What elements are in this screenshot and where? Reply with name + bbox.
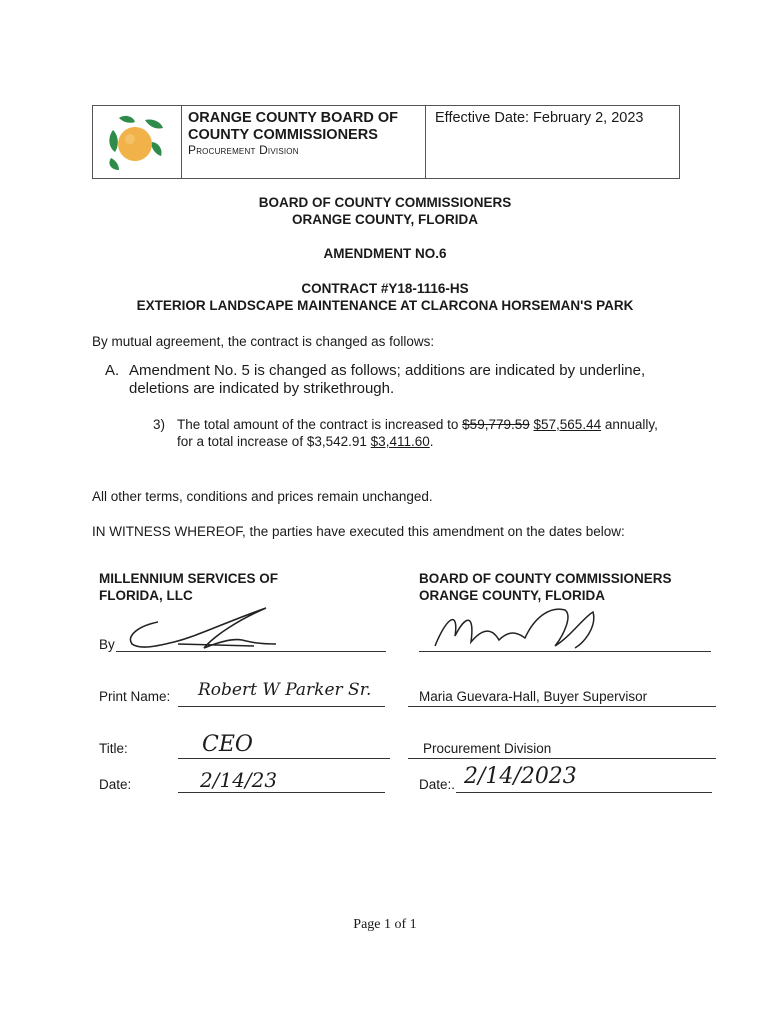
left-signature [118,600,288,660]
right-print-name-line [408,706,716,707]
org-cell [181,106,426,178]
item-3-line2-text: for a total increase of [177,434,304,449]
item-a-line2: deletions are indicated by strikethrough. [129,380,395,397]
intro-text: By mutual agreement, the contract is changed as follows: [92,334,435,349]
left-title-line [178,758,390,759]
right-title-line [408,758,716,759]
old-annual-amount: $59,779.59 [462,417,530,432]
org-name-line2: COUNTY COMMISSIONERS [188,127,378,143]
right-date: 2/14/2023 [464,764,577,789]
right-date-label: Date:. [419,777,456,792]
title-line1: BOARD OF COUNTY COMMISSIONERS [258,195,512,210]
item-3-line1 [177,417,658,432]
org-name [188,110,398,144]
old-increase-amount: $3,542.91 [306,434,367,449]
item-3-text: The total amount of the contract is increased to [177,417,459,432]
by-label: By [99,637,115,652]
left-date: 2/14/23 [200,768,278,792]
left-title: CEO [202,732,253,757]
effective-date-cell [425,106,679,178]
header-box [92,105,680,179]
effective-date: Effective Date: February 2, 2023 [435,110,644,126]
left-print-name-line [178,706,385,707]
date-label: Date: [99,777,132,792]
witness-text: IN WITNESS WHEREOF, the parties have executed this amendment on the dates below: [92,524,625,539]
left-date-line [178,792,385,793]
amendment-number: AMENDMENT NO.6 [323,246,447,261]
title-label: Title: [99,741,128,756]
item-a-line1: Amendment No. 5 is changed as follows; additions are indicated by underline, [129,362,646,379]
left-party-line1: MILLENNIUM SERVICES OF [99,571,279,586]
logo-cell [93,106,182,178]
new-increase-amount: $3,411.60 [370,434,430,449]
page-number: Page 1 of 1 [353,917,417,932]
item-3-line2 [177,434,434,449]
unchanged-terms-text: All other terms, conditions and prices remain unchanged. [92,489,433,504]
title-line2: ORANGE COUNTY, FLORIDA [291,212,478,227]
right-print-name: Maria Guevara-Hall, Buyer Supervisor [419,689,648,704]
item-3-period: . [429,434,434,449]
item-a-marker: A. [105,362,120,379]
org-name-line1: ORANGE COUNTY BOARD OF [188,110,398,126]
item-3-text-end: annually, [604,417,658,432]
contract-number: CONTRACT #Y18-1116-HS [301,281,469,296]
right-date-line [456,792,712,793]
orange-county-logo-icon [105,112,165,172]
right-title: Procurement Division [423,741,552,756]
left-party-line2: FLORIDA, LLC [99,588,193,603]
org-division: Procurement Division [188,143,299,157]
right-signature [425,596,625,660]
right-party-line2: ORANGE COUNTY, FLORIDA [419,588,606,603]
project-title: EXTERIOR LANDSCAPE MAINTENANCE AT CLARCONA HORSEMAN'S PARK [136,298,634,313]
item-3-marker: 3) [153,417,166,432]
left-print-name: Robert W Parker Sr. [198,680,372,700]
right-party-line1: BOARD OF COUNTY COMMISSIONERS [419,571,672,586]
new-annual-amount: $57,565.44 [533,417,602,432]
print-name-label: Print Name: [99,689,171,704]
left-party [99,570,278,604]
